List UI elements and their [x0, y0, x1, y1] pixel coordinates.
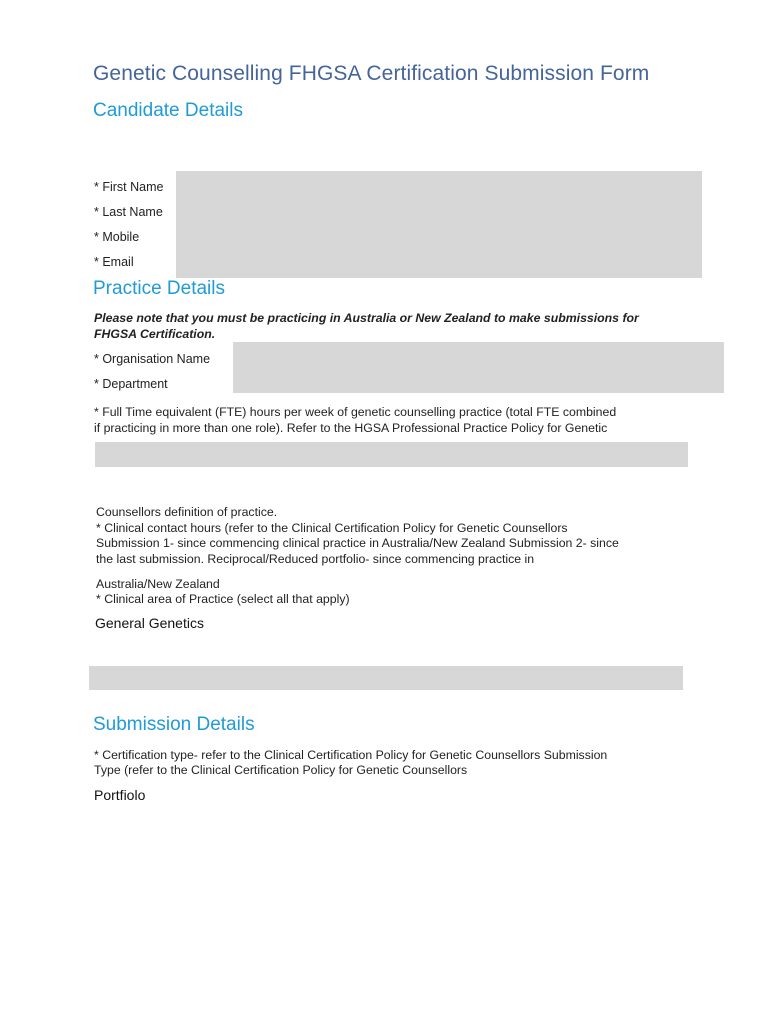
contact-hours-line-1: * Clinical contact hours (refer to the Clinical Certification Policy for Genetic Counsellors — [96, 521, 568, 535]
clinical-area-value[interactable]: General Genetics — [95, 615, 204, 631]
email-label: * Email — [94, 255, 134, 269]
department-label: * Department — [94, 377, 168, 391]
candidate-details-heading: Candidate Details — [93, 100, 243, 121]
practice-note-line-2: FHGSA Certification. — [94, 327, 216, 341]
form-title: Genetic Counselling FHGSA Certification Submission Form — [93, 62, 650, 85]
contact-hours-line-3: the last submission. Reciprocal/Reduced portfolio- since commencing practice in — [96, 552, 535, 566]
organisation-department-input[interactable] — [233, 342, 724, 393]
first-name-label: * First Name — [94, 180, 164, 194]
last-name-label: * Last Name — [94, 205, 163, 219]
candidate-fields-input[interactable] — [176, 171, 702, 278]
fte-text-line-2: if practicing in more than one role). Refer to the HGSA Professional Practice Policy for Genetic — [94, 421, 608, 435]
certification-type-line-1: * Certification type- refer to the Clinical Certification Policy for Genetic Counsellors Submission — [94, 748, 608, 762]
clinical-area-label: * Clinical area of Practice (select all that apply) — [96, 592, 350, 606]
certification-type-line-2: Type (refer to the Clinical Certification Policy for Genetic Counsellors — [94, 763, 468, 777]
fte-text-line-3: Counsellors definition of practice. — [96, 505, 278, 519]
contact-hours-line-2: Submission 1- since commencing clinical practice in Australia/New Zealand Submission 2- since — [96, 536, 619, 550]
fte-input[interactable] — [95, 442, 688, 467]
clinical-area-input[interactable] — [89, 666, 683, 690]
practice-details-heading: Practice Details — [93, 278, 225, 299]
mobile-label: * Mobile — [94, 230, 140, 244]
organisation-name-label: * Organisation Name — [94, 352, 211, 366]
fte-text-line-1: * Full Time equivalent (FTE) hours per week of genetic counselling practice (total FTE combined — [94, 405, 617, 419]
practice-note-line-1: Please note that you must be practicing in Australia or New Zealand to make submissions for — [94, 311, 639, 325]
certification-type-value[interactable]: Portfiolo — [94, 787, 146, 803]
submission-details-heading: Submission Details — [93, 714, 255, 735]
contact-hours-line-4: Australia/New Zealand — [96, 577, 220, 591]
